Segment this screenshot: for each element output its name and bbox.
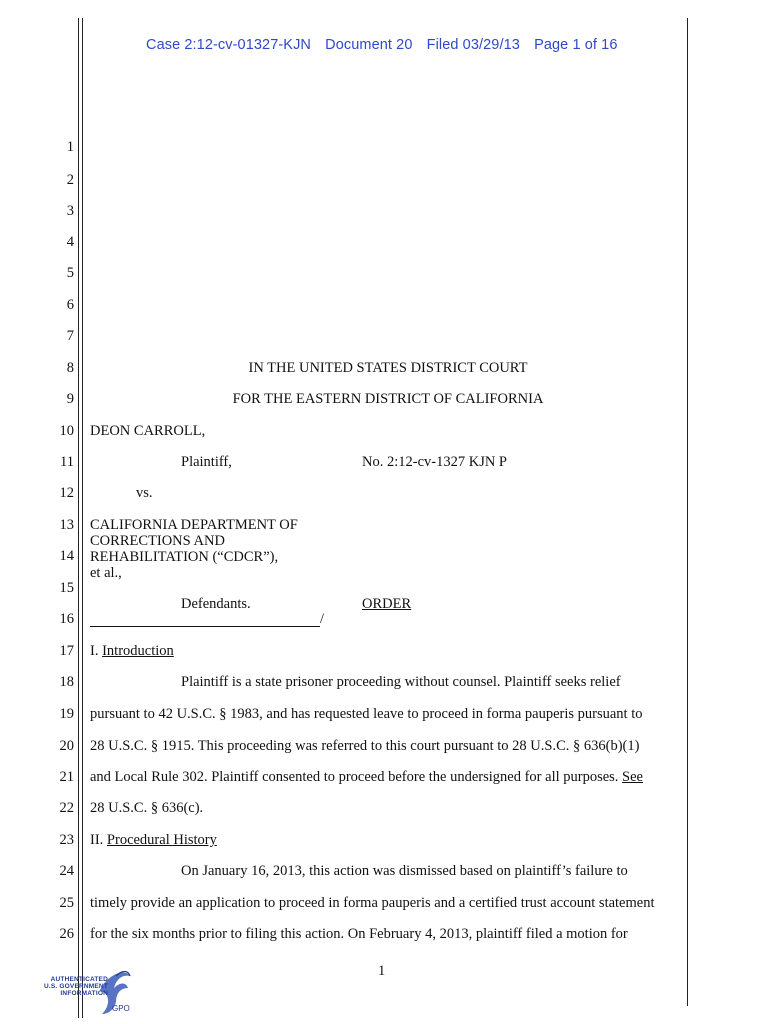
line-number: 11 bbox=[60, 454, 74, 470]
section-heading-procedural-history bbox=[90, 832, 217, 848]
paragraph-line: pursuant to 42 U.S.C. § 1983, and has requested leave to proceed in forma pauperis pursuant to bbox=[90, 706, 643, 722]
header-document: Document 20 bbox=[325, 37, 413, 53]
line-number: 13 bbox=[59, 517, 74, 533]
header-filed: Filed 03/29/13 bbox=[426, 37, 520, 53]
see-citation-signal: See bbox=[622, 769, 643, 785]
defendant-line: CALIFORNIA DEPARTMENT OF bbox=[90, 517, 298, 533]
paragraph-line: 28 U.S.C. § 1915. This proceeding was referred to this court pursuant to 28 U.S.C. § 636(b)(1) bbox=[90, 738, 640, 754]
paragraph-text: and Local Rule 302. Plaintiff consented to proceed before the undersigned for all purposes. bbox=[90, 769, 619, 785]
line-number: 5 bbox=[66, 265, 74, 281]
line-number: 16 bbox=[59, 611, 74, 627]
gpo-text-line: AUTHENTICATED bbox=[50, 976, 108, 983]
line-number: 26 bbox=[59, 926, 74, 942]
court-district: FOR THE EASTERN DISTRICT OF CALIFORNIA bbox=[232, 391, 544, 407]
section-title: Procedural History bbox=[106, 832, 217, 848]
defendant-line: et al., bbox=[90, 565, 122, 581]
line-number: 22 bbox=[59, 800, 74, 816]
left-margin-rule bbox=[78, 18, 79, 1018]
caption-slash: / bbox=[320, 611, 325, 627]
paragraph-line: 28 U.S.C. § 636(c). bbox=[90, 800, 204, 816]
line-number: 18 bbox=[59, 674, 74, 690]
plaintiff-name: DEON CARROLL, bbox=[90, 423, 206, 439]
paragraph-line: for the six months prior to filing this action. On February 4, 2013, plaintiff filed a motion for bbox=[90, 926, 628, 942]
section-title: Introduction bbox=[102, 643, 174, 659]
header-page: Page 1 of 16 bbox=[534, 37, 618, 53]
line-number: 12 bbox=[59, 485, 74, 501]
line-number: 3 bbox=[66, 203, 74, 219]
document-title: ORDER bbox=[362, 596, 412, 612]
line-number: 17 bbox=[59, 643, 74, 659]
ecf-header bbox=[146, 37, 626, 53]
section-number: I. bbox=[90, 643, 99, 659]
paragraph-line: Plaintiff is a state prisoner proceeding without counsel. Plaintiff seeks relief bbox=[181, 674, 621, 690]
defendant-line: REHABILITATION (“CDCR”), bbox=[90, 549, 279, 565]
versus: vs. bbox=[136, 485, 153, 501]
line-number: 14 bbox=[59, 548, 74, 564]
gpo-mark: GPO bbox=[112, 1004, 130, 1013]
caption-underline bbox=[90, 626, 320, 627]
right-margin-rule bbox=[687, 18, 688, 1006]
line-number: 25 bbox=[59, 895, 74, 911]
left-margin-rule-inner bbox=[82, 18, 83, 1018]
line-number: 6 bbox=[66, 297, 74, 313]
line-number: 21 bbox=[59, 769, 74, 785]
line-number: 15 bbox=[59, 580, 74, 596]
paragraph-line bbox=[90, 769, 643, 785]
plaintiff-role: Plaintiff, bbox=[181, 454, 232, 470]
court-name: IN THE UNITED STATES DISTRICT COURT bbox=[248, 360, 528, 376]
gpo-text-line: INFORMATION bbox=[60, 990, 108, 997]
line-number: 20 bbox=[59, 738, 74, 754]
case-number: No. 2:12-cv-1327 KJN P bbox=[362, 454, 507, 470]
header-case: Case 2:12-cv-01327-KJN bbox=[146, 37, 311, 53]
line-number: 4 bbox=[66, 234, 74, 250]
gpo-authentication-seal bbox=[30, 968, 140, 1018]
line-number: 2 bbox=[66, 172, 74, 188]
line-number: 7 bbox=[66, 328, 74, 344]
defendant-role: Defendants. bbox=[181, 596, 251, 612]
section-number: II. bbox=[90, 832, 104, 848]
line-number: 19 bbox=[59, 706, 74, 722]
defendant-line: CORRECTIONS AND bbox=[90, 533, 225, 549]
paragraph-line: On January 16, 2013, this action was dismissed based on plaintiff’s failure to bbox=[181, 863, 628, 879]
line-number: 10 bbox=[59, 423, 74, 439]
line-number: 23 bbox=[59, 832, 74, 848]
line-number: 8 bbox=[66, 360, 74, 376]
line-number: 24 bbox=[59, 863, 74, 879]
line-number: 1 bbox=[66, 139, 74, 155]
line-number: 9 bbox=[66, 391, 74, 407]
gpo-text-line: U.S. GOVERNMENT bbox=[43, 983, 108, 990]
paragraph-line: timely provide an application to proceed in forma pauperis and a certified trust account statement bbox=[90, 895, 655, 911]
section-heading-introduction bbox=[90, 643, 174, 659]
page-number: 1 bbox=[378, 963, 386, 979]
